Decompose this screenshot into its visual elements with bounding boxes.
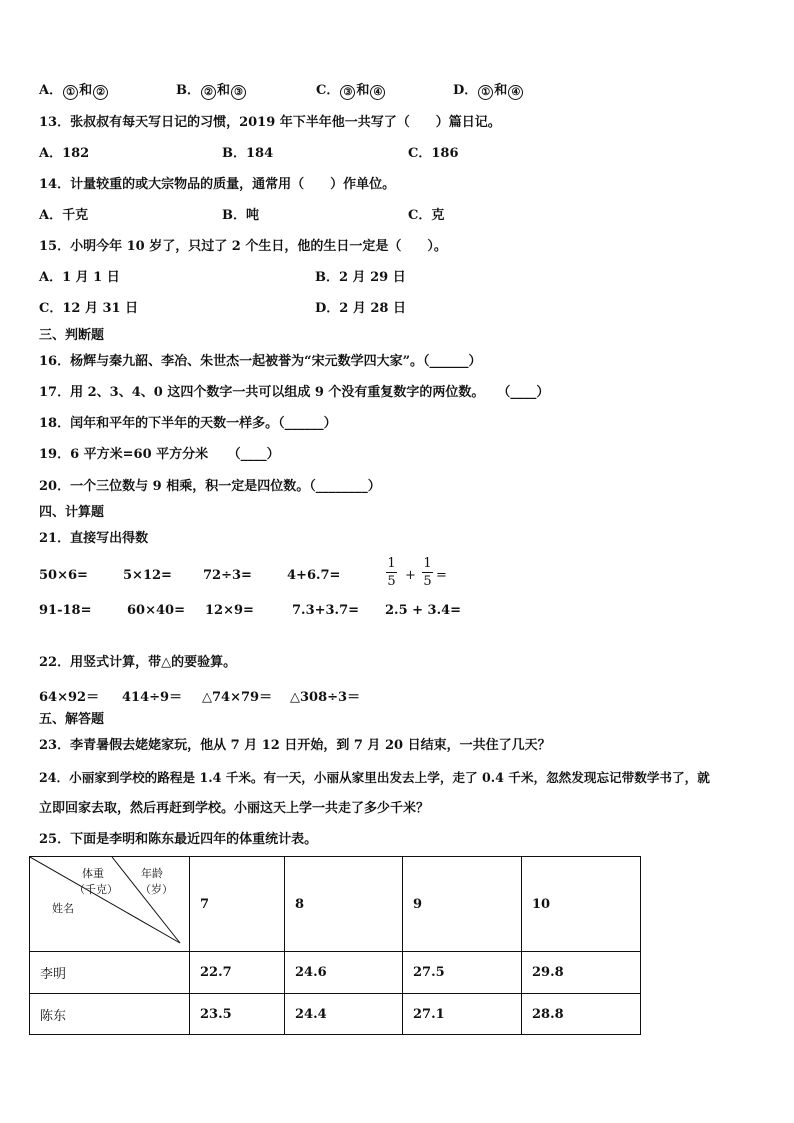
age-header: 9 — [403, 857, 522, 952]
row-value: 23.5 — [190, 994, 285, 1035]
q14-option-c: C．克 — [408, 208, 445, 223]
row-value: 27.1 — [403, 994, 522, 1035]
q21-item: 5×12= — [123, 568, 172, 583]
header-weight: 体重 — [82, 867, 104, 880]
q18-text: 18．闰年和平年的下半年的天数一样多。（______） — [39, 416, 337, 431]
age-header: 7 — [190, 857, 285, 952]
q21-item: 50×6= — [39, 568, 88, 583]
q15-option-c: C．12 月 31 日 — [39, 301, 139, 316]
q13-option-a: A．182 — [39, 146, 90, 161]
row-value: 24.4 — [285, 994, 403, 1035]
row-name: 李明 — [30, 952, 190, 994]
q22-title: 22．用竖式计算，带△的要验算。 — [39, 655, 237, 670]
q15-option-d: D．2 月 28 日 — [315, 301, 406, 316]
q25-title: 25．下面是李明和陈东最近四年的体重统计表。 — [39, 832, 318, 847]
row-value: 22.7 — [190, 952, 285, 994]
q15-text: 15．小明今年 10 岁了，只过了 2 个生日，他的生日一定是（ ）。 — [39, 239, 447, 254]
q24-text-line-1: 24．小丽家到学校的路程是 1.4 千米。有一天，小丽从家里出发去上学，走了 0.4 千米，忽然发现忘记带数学书了，就 — [39, 770, 710, 785]
age-header: 8 — [285, 857, 403, 952]
header-age-unit: （岁） — [140, 883, 173, 896]
q21-item: 72÷3= — [203, 568, 252, 583]
q12-option-b: B． ② 和 ③ — [176, 83, 247, 100]
row-value: 24.6 — [285, 952, 403, 994]
diagonal-header-cell — [30, 857, 190, 952]
header-weight-unit: （千克） — [74, 883, 118, 896]
row-value: 27.5 — [403, 952, 522, 994]
q21-item: 2.5 + 3.4= — [385, 603, 462, 618]
q22-item: △308÷3＝ — [290, 690, 361, 705]
q21-item: 60×40= — [127, 603, 185, 618]
section-5-heading: 五、解答题 — [39, 712, 105, 727]
q12-option-d: D． ① 和 ④ — [453, 83, 524, 100]
q13-option-b: B．184 — [222, 146, 274, 161]
weight-table — [29, 856, 641, 1035]
q21-item: 7.3+3.7= — [292, 603, 360, 618]
q22-item: △74×79＝ — [202, 690, 273, 705]
row-value: 28.8 — [522, 994, 641, 1035]
header-name: 姓名 — [52, 902, 74, 915]
table-row — [30, 952, 641, 994]
q24-text-line-2: 立即回家去取，然后再赶到学校。小丽这天上学一共走了多少千米？ — [39, 801, 430, 816]
q22-item: 414÷9＝ — [122, 690, 183, 705]
q14-text: 14．计量较重的或大宗物品的质量，通常用（ ）作单位。 — [39, 177, 396, 192]
q21-fraction-2: 1 5 — [423, 556, 432, 589]
q20-text: 20．一个三位数与 9 相乘，积一定是四位数。（________） — [39, 479, 381, 494]
q21-item: 4+6.7= — [287, 568, 341, 583]
q23-text: 23．李青暑假去姥姥家玩，他从 7 月 12 日开始，到 7 月 20 日结束，一共住了几天？ — [39, 738, 551, 753]
q12-option-a: A． ① 和 ② — [39, 83, 109, 100]
q21-title: 21．直接写出得数 — [39, 531, 149, 546]
q14-option-a: A．千克 — [39, 208, 89, 223]
q16-text: 16．杨辉与秦九韶、李冶、朱世杰一起被誉为“宋元数学四大家”。（______） — [39, 354, 482, 369]
q13-option-c: C．186 — [408, 146, 459, 161]
q21-item: 12×9= — [205, 603, 254, 618]
q21-item: 91-18= — [39, 603, 92, 618]
q19-text: 19．6 平方米=60 平方分米 （____） — [39, 447, 280, 462]
row-name: 陈东 — [30, 994, 190, 1035]
q21-fraction-equals: = — [436, 568, 447, 583]
q15-option-a: A．1 月 1 日 — [39, 270, 120, 285]
row-value: 29.8 — [522, 952, 641, 994]
q22-item: 64×92＝ — [39, 690, 100, 705]
q17-text: 17．用 2、3、4、0 这四个数字一共可以组成 9 个没有重复数字的两位数。 （____） — [39, 385, 550, 400]
age-header: 10 — [522, 857, 641, 952]
q21-fraction-plus: + — [405, 568, 416, 583]
q13-text: 13．张叔叔有每天写日记的习惯，2019 年下半年他一共写了（ ）篇日记。 — [39, 115, 501, 130]
section-3-heading: 三、判断题 — [39, 328, 105, 343]
header-age: 年龄 — [141, 867, 163, 880]
q14-option-b: B．吨 — [222, 208, 259, 223]
table-row — [30, 994, 641, 1035]
q15-option-b: B．2 月 29 日 — [315, 270, 406, 285]
q21-fraction-1: 1 5 — [387, 556, 396, 589]
section-4-heading: 四、计算题 — [39, 505, 105, 520]
q12-option-c: C． ③ 和 ④ — [316, 83, 386, 100]
